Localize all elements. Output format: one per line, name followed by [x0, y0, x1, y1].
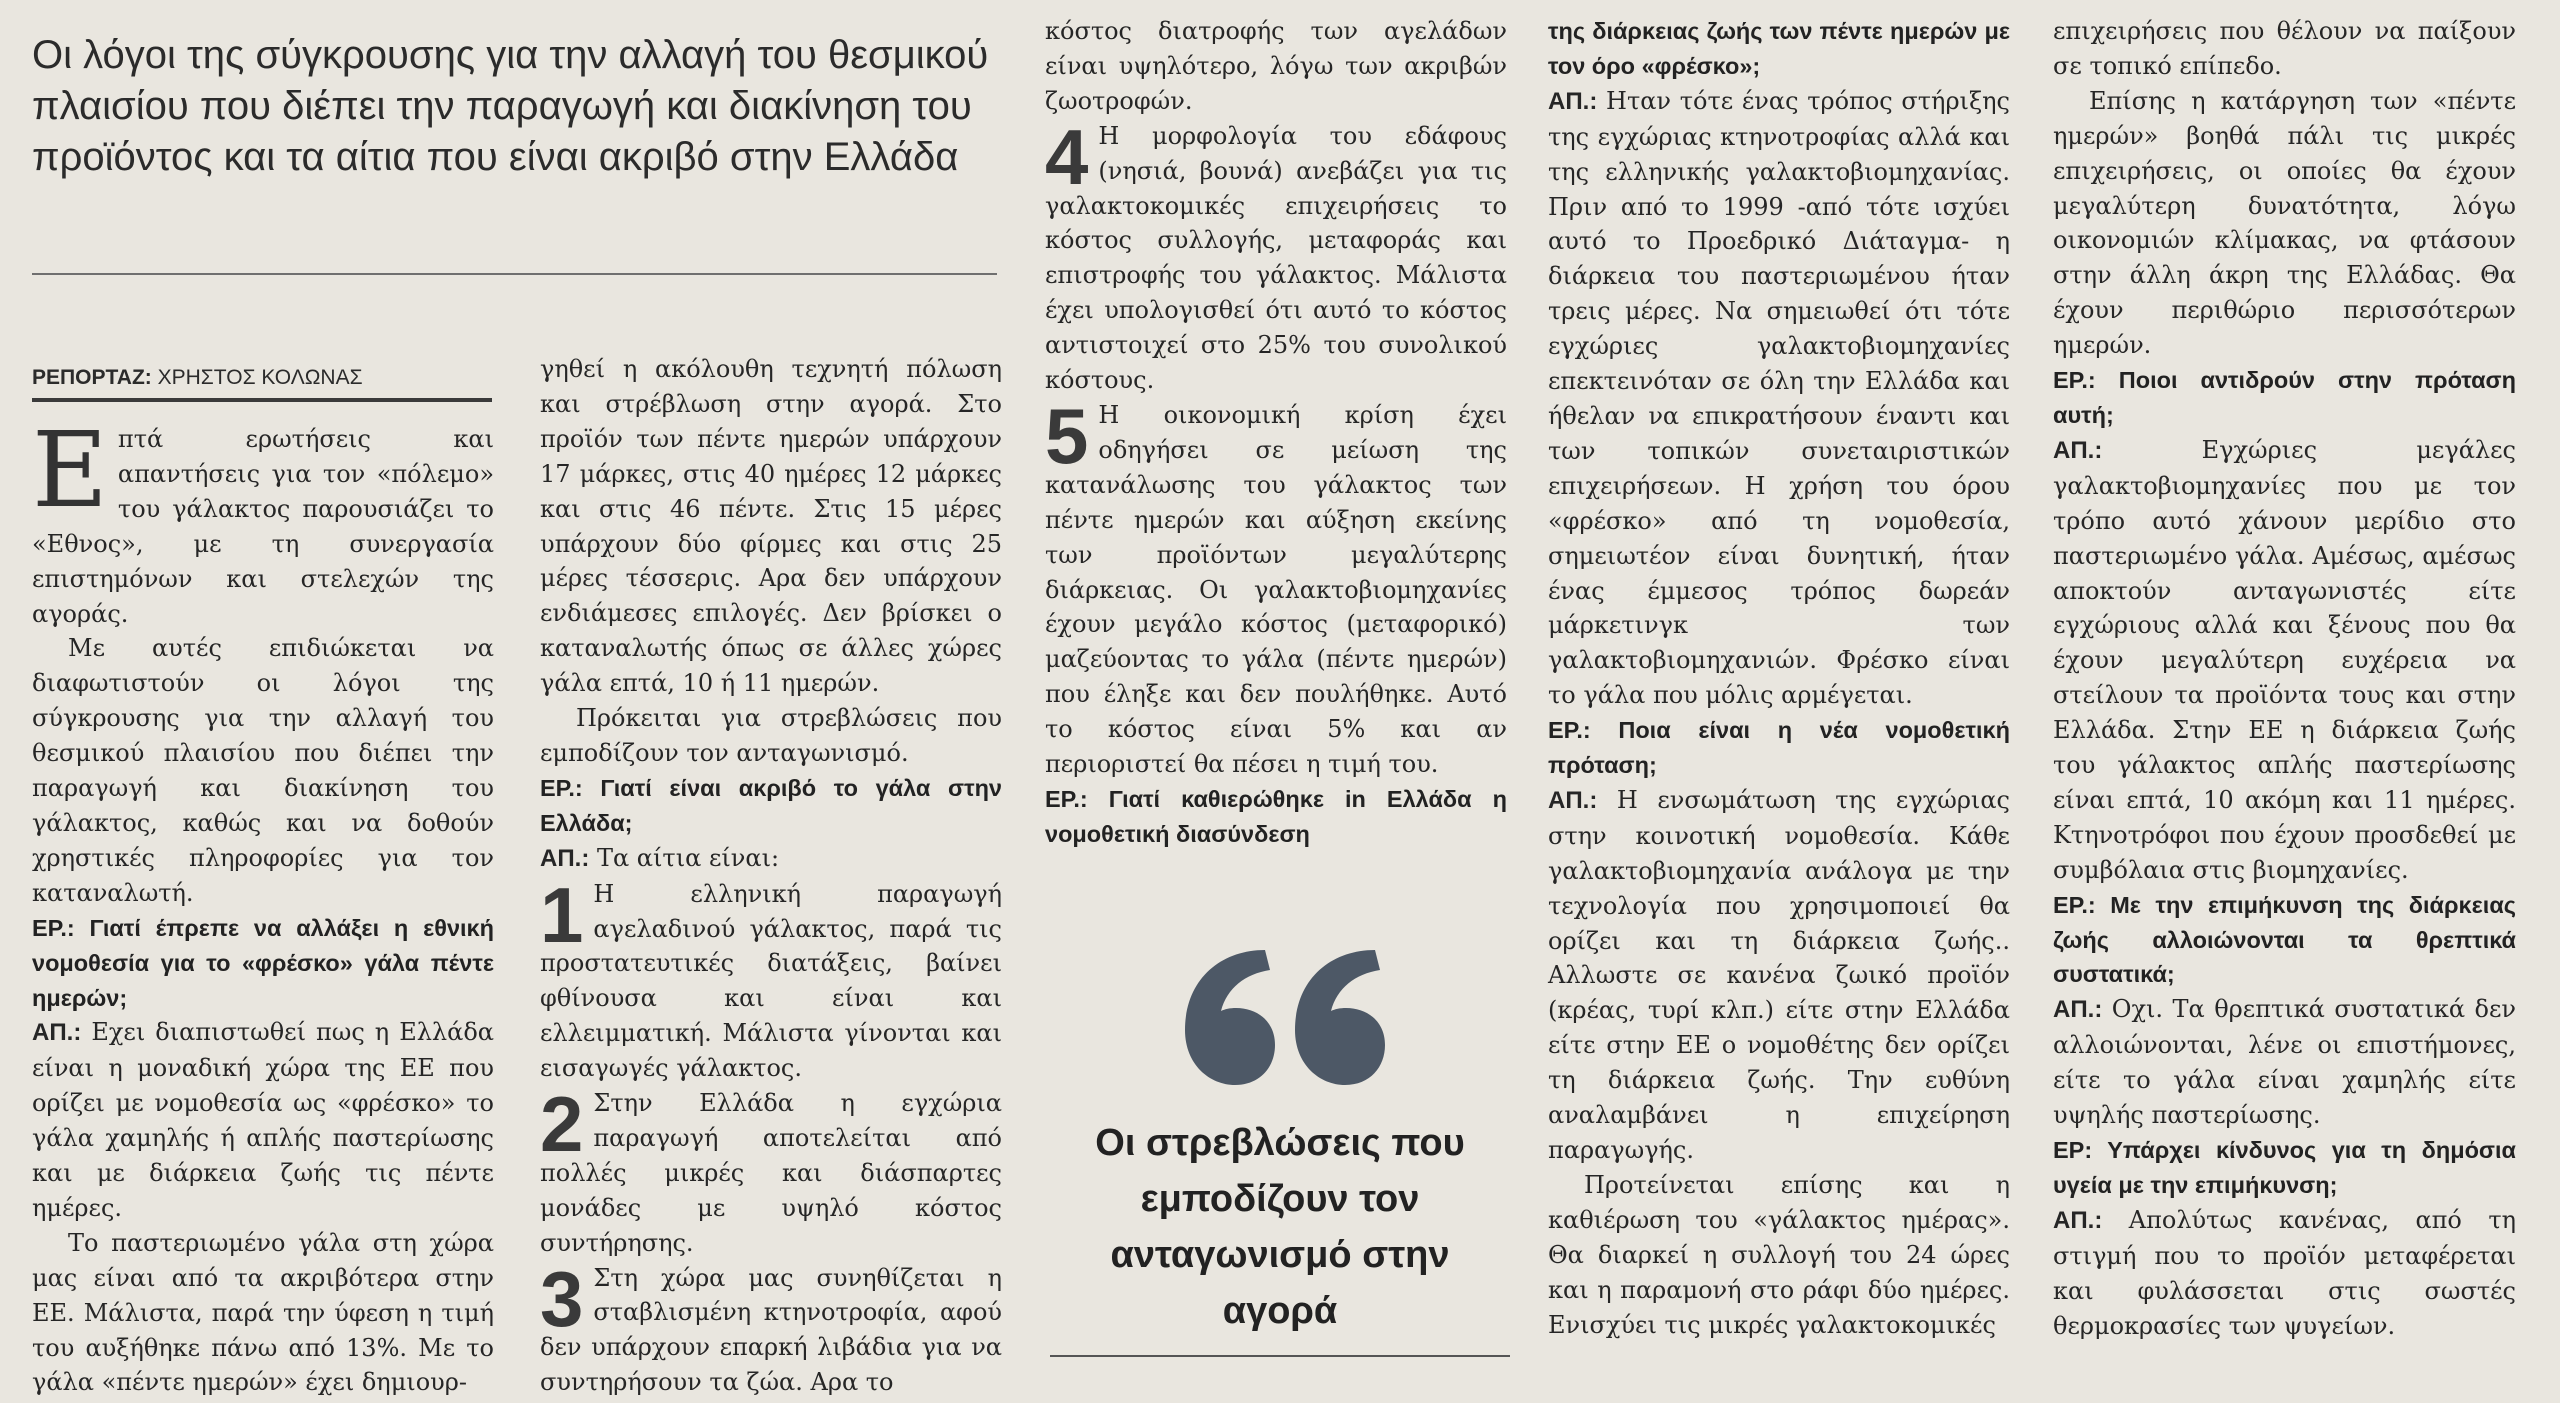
numbered-item: [1045, 391, 1507, 782]
numbered-item: [540, 1254, 1002, 1401]
question: ΕΡ.: Γιατί είναι ακριβό το γάλα στην Ελλάδα;: [540, 774, 1002, 836]
item-text: Στη χώρα μας συνηθίζεται η σταβλισμένη κτηνοτροφία, αφού δεν υπάρχουν επαρκή λιβάδια για να συντηρήσουν τα ζώα. Αρα το: [540, 1263, 1002, 1397]
pull-quote-rule: [1050, 1355, 1510, 1357]
answer-label: ΑΠ.:: [2053, 1206, 2103, 1234]
numbered-item: [1045, 112, 1507, 398]
answer-text: Εγχώριες μεγάλες γαλακτοβιομηχανίες που με τον τρόπο αυτό χάνουν μερίδιο στο παστεριωμένο γάλα. Αμέσως, αμέσως αποκτούν ανταγωνιστές είτε εγχώριους αλλά και ξένους που θα έχουν μεγαλύτερη ευχέρεια να στείλουν τα προϊόντα τους και στην Ελλάδα. Στην ΕΕ η διάρκεια ζωής του γάλακτος απλής παστερίωσης είναι επτά, 10 ακόμη και 11 ημέρες. Κτηνοτρόφοι που έχουν προσδεθεί με συμβόλαια στις βιομηχανίες.: [2053, 435, 2516, 884]
byline-label: ΡΕΠΟΡΤΑΖ:: [32, 366, 152, 389]
question: ΕΡ.: Γιατί καθιερώθηκε in Ελλάδα η νομοθετική διασύνδεση: [1045, 785, 1507, 847]
item-text: Στην Ελλάδα η εγχώρια παραγωγή αποτελείται από πολλές μικρές και διάσπαρτες μονάδες με υψηλό κόστος συντήρησης.: [540, 1089, 1002, 1257]
question: της διάρκειας ζωής των πέντε ημερών με τον όρο «φρέσκο»;: [1548, 18, 2010, 79]
column-5: [2053, 14, 2516, 1343]
paragraph: Με αυτές επιδιώκεται να διαφωτιστούν οι λόγοι της σύγκρουσης για την αλλαγή του θεσμικού πλαισίου που διέπει την παραγωγή και διακίνηση του γάλακτος, καθώς και να δοθούν χρηστικές πληροφορίες για τον καταναλωτή.: [32, 634, 494, 907]
byline-author: ΧΡΗΣΤΟΣ ΚΟΛΩΝΑΣ: [157, 366, 363, 389]
answer-text: Τα αίτια είναι:: [589, 843, 780, 872]
item-text: Η ελληνική παραγωγή αγελαδινού γάλακτος, παρά τις προστατευτικές διατάξεις, βαίνει φθίνουσα και είναι και ελλειμματική. Μάλιστα γίνονται και εισαγωγές γάλακτος.: [540, 879, 1002, 1083]
answer: [32, 1015, 494, 1225]
question: ΕΡ.: Γιατί έπρεπε να αλλάξει η εθνική νομοθεσία για το «φρέσκο» γάλα πέντε ημερών;: [32, 914, 494, 1011]
pull-quote: Οι στρεβλώσεις που εμποδίζουν τον ανταγωνισμό στην αγορά: [1095, 1122, 1465, 1332]
paragraph: Προτείνεται επίσης και η καθιέρωση του «γάλακτος ημέρας». Θα διαρκεί η συλλογή του 24 ώρες και η παραμονή στο ράφι δύο ημέρες. Ενισχύει τις μικρές γαλακτοκομικές: [1548, 1170, 2010, 1339]
answer: [540, 841, 1002, 877]
answer-label: ΑΠ.:: [1548, 786, 1598, 814]
paragraph: γηθεί η ακόλουθη τεχνητή πόλωση και στρέβλωση στην αγορά. Στο προϊόν των πέντε ημερών υπάρχουν 17 μάρκες, στις 40 ημέρες 12 μάρκες και στις 46 πέντε. Στις 15 μέρες υπάρχουν δύο φίρμες και στις 25 μέρες τέσσερις. Αρα δεν υπάρχουν ενδιάμεσες επιλογές. Δεν βρίσκει ο καταναλωτής όπως σε άλλες χώρες γάλα επτά, 10 ή 11 ημερών.: [540, 355, 1002, 698]
item-number: 3: [540, 1254, 584, 1343]
answer-label: ΑΠ.:: [540, 844, 590, 872]
intro-text: πτά ερωτήσεις και απαντήσεις για τον «πόλεμο» του γάλακτος παρουσιάζει το «Εθνος», με τη συνεργασία επιστημόνων και στελεχών της αγοράς.: [32, 425, 494, 628]
byline-rule: [32, 398, 492, 402]
column-2: [540, 352, 1002, 1400]
paragraph: Το παστεριωμένο γάλα στη χώρα μας είναι από τα ακριβότερα στην ΕΕ. Μάλιστα, παρά την ύφεση η τιμή του αυξήθηκε πάνω από 13%. Με το γάλα «πέντε ημερών» έχει δημιουρ-: [32, 1228, 494, 1397]
byline: [32, 366, 492, 390]
column-1: [32, 409, 494, 1400]
answer: [2053, 433, 2516, 888]
item-number: 2: [540, 1080, 584, 1169]
answer-text: Οχι. Τα θρεπτικά συστατικά δεν αλλοιώνονται, λένε οι επιστήμονες, είτε το γάλα είναι χαμηλής είτε υψηλής παστερίωσης.: [2053, 995, 2516, 1130]
numbered-item: [540, 870, 1002, 1086]
item-text: Η οικονομική κρίση έχει οδηγήσει σε μείωση της κατανάλωσης του γάλακτος των πέντε ημερών και αύξηση εκείνης των προϊόντων μεγαλύτερης διάρκειας. Οι γαλακτοβιομηχανίες έχουν μεγάλο κόστος (μεταφορικό) μαζεύοντας το γάλα (πέντε ημερών) που έληξε και δεν πουλήθηκε. Αυτό το κόστος είναι 5% και αν περιοριστεί θα πέσει η τιμή του.: [1045, 400, 1507, 779]
item-number: 5: [1045, 391, 1089, 480]
numbered-item: [540, 1080, 1002, 1261]
question: ΕΡ.: Ποιοι αντιδρούν στην πρόταση αυτή;: [2053, 367, 2516, 428]
headline-rule: [32, 273, 997, 275]
question: ΕΡ: Υπάρχει κίνδυνος για τη δημόσια υγεία με την επιμήκυνση;: [2053, 1137, 2516, 1198]
answer-text: Εχει διαπιστωθεί πως η Ελλάδα είναι η μοναδική χώρα της ΕΕ που ορίζει με νομοθεσία ως «φρέσκο» το γάλα χαμηλής ή απλής παστερίωσης και με διάρκεια ζωής τις πέντε ημέρες.: [32, 1018, 494, 1222]
paragraph: Επίσης η κατάργηση των «πέντε ημερών» βοηθά πάλι τις μικρές επιχειρήσεις, οι οποίες θα έχουν μεγαλύτερη δυνατότητα, λόγω οικονομιών κλίμακας, να φτάσουν στην άλλη άκρη της Ελλάδας. Θα έχουν περιθώριο περισσότερων ημερών.: [2053, 86, 2516, 360]
headline: Οι λόγοι της σύγκρουσης για την αλλαγή του θεσμικού πλαισίου που διέπει την παραγωγή και διακίνηση του προϊόντος και τα αίτια που είναι ακριβό στην Ελλάδα: [32, 33, 989, 179]
drop-cap: Ε: [32, 409, 108, 531]
answer-text: Απολύτως κανένας, από τη στιγμή που το προϊόν μεταφέρεται και φυλάσσεται στις σωστές θερμοκρασίες των ψυγείων.: [2053, 1205, 2516, 1340]
item-text: Η μορφολογία του εδάφους (νησιά, βουνά) ανεβάζει για τις γαλακτοκομικές επιχειρήσεις το κόστος συλλογής, μεταφοράς και επιστροφής του γάλακτος. Μάλιστα έχει υπολογισθεί ότι αυτό το κόστος αντιστοιχεί στο 25% του συνολικού κόστους.: [1045, 121, 1507, 395]
paragraph: Πρόκειται για στρεβλώσεις που εμποδίζουν τον ανταγωνισμό.: [540, 704, 1002, 767]
answer: [1548, 783, 2010, 1168]
intro-paragraph: [32, 409, 494, 631]
item-number: 1: [540, 870, 584, 959]
answer-label: ΑΠ.:: [1548, 87, 1598, 115]
answer: [1548, 84, 2010, 713]
question: ΕΡ.: Με την επιμήκυνση της διάρκειας ζωής αλλοιώνονται τα θρεπτικά συστατικά;: [2053, 891, 2516, 988]
answer-label: ΑΠ.:: [2053, 436, 2103, 464]
answer-label: ΑΠ.:: [2053, 996, 2103, 1024]
paragraph: κόστος διατροφής των αγελάδων είναι υψηλότερο, λόγω των ακριβών ζωοτροφών.: [1045, 17, 1507, 115]
paragraph: επιχειρήσεις που θέλουν να παίξουν σε τοπικό επίπεδο.: [2053, 17, 2516, 80]
question: ΕΡ.: Ποια είναι η νέα νομοθετική πρόταση;: [1548, 717, 2010, 779]
item-number: 4: [1045, 112, 1089, 201]
answer: [2053, 992, 2516, 1133]
answer-text: Η ενσωμάτωση της εγχώριας στην κοινοτική νομοθεσία. Κάθε γαλακτοβιομηχανία ανάλογα με την τεχνολογία που χρησιμοποιεί θα ορίζει και τη διάρκεια ζωής.. Αλλωστε σε κανένα ζωικό προϊόν (κρέας, τυρί κλπ.) είτε στην Ελλάδα είτε στην ΕΕ ο νομοθέτης δεν ορίζει τη διάρκεια ζωής. Την ευθύνη αναλαμβάνει η επιχείρηση παραγωγής.: [1548, 785, 2010, 1164]
answer-label: ΑΠ.:: [32, 1019, 82, 1047]
quote-mark-icon: [1170, 930, 1390, 1090]
column-3: [1045, 14, 1507, 852]
answer: [2053, 1203, 2516, 1344]
answer-text: Ηταν τότε ένας τρόπος στήριξης της εγχώριας κτηνοτροφίας αλλά και της ελληνικής γαλακτοβιομηχανίας. Πριν από το 1999 -από τότε ισχύει αυτό το Προεδρικό Διάταγμα- η διάρκεια του παστεριωμένου ήταν τρεις μέρες. Να σημειωθεί ότι τότε εγχώριες γαλακτοβιομηχανίες επεκτεινόταν σε όλη την Ελλάδα και ήθελαν να επικρατήσουν έναντι και των τοπικών συνεταιριστικών επιχειρήσεων. Η χρήση του όρου «φρέσκο» από τη νομοθεσία, σημειωτέον είναι δυνητική, ήταν ένας έμμεσος τρόπος δωρεάν μάρκετινγκ των γαλακτοβιομηχανιών. Φρέσκο είναι το γάλα που μόλις αρμέγεται.: [1548, 86, 2010, 710]
column-4: [1548, 14, 2010, 1342]
